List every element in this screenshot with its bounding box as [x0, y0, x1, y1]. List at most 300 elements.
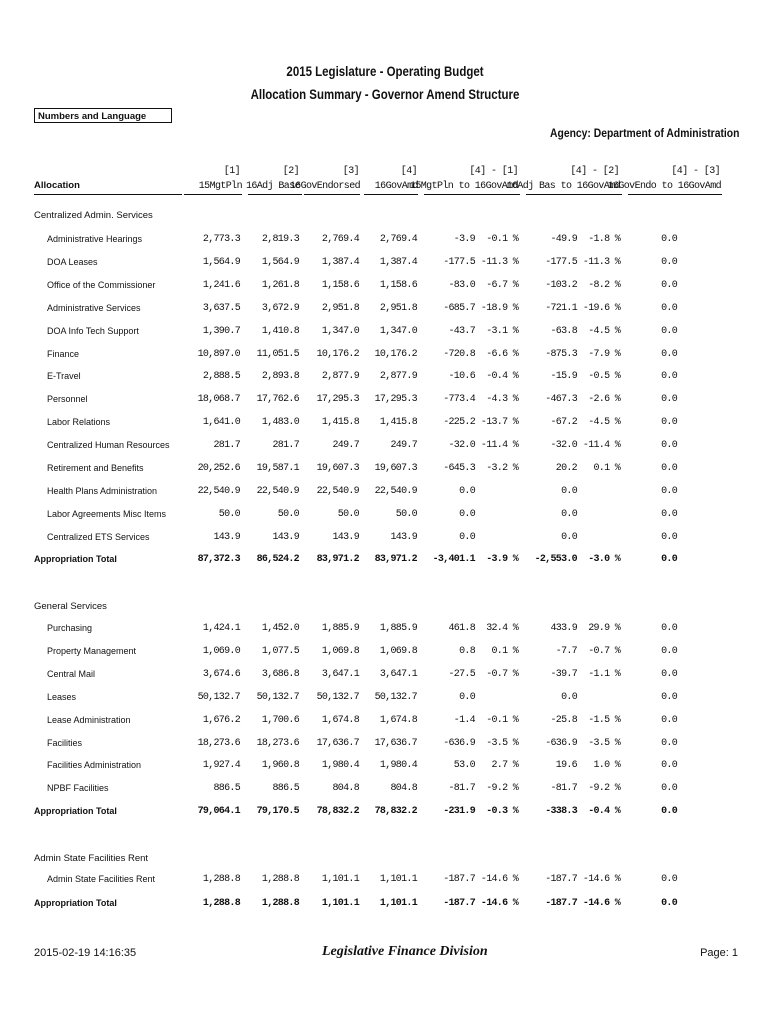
cell-d1: 53.0 [453, 760, 475, 771]
cell-p2: 29.9 % [588, 623, 620, 634]
cell-d1: -177.5 [443, 257, 475, 268]
cell-c3: 78,832.2 [316, 806, 359, 817]
cell-c2: 86,524.2 [256, 554, 299, 565]
cell-c3: 3,647.1 [321, 669, 359, 680]
cell-d2: -187.7 [545, 874, 577, 885]
cell-d2: -721.1 [545, 303, 577, 314]
cell-c4: 22,540.9 [374, 486, 417, 497]
allocation-name: Health Plans Administration [47, 486, 158, 496]
cell-c1: 50,132.7 [197, 692, 240, 703]
cell-c1: 143.9 [213, 532, 240, 543]
cell-c4: 50,132.7 [374, 692, 417, 703]
cell-p1: 2.7 % [491, 760, 518, 771]
cell-d2: -338.3 [545, 806, 577, 817]
header-underline [526, 194, 622, 195]
cell-c4: 2,951.8 [379, 303, 417, 314]
cell-d2: -49.9 [550, 234, 577, 245]
diff1-header: 15MgtPln to 16GovAmd [409, 181, 518, 192]
cell-c4: 17,295.3 [374, 394, 417, 405]
cell-d1: 0.8 [459, 646, 475, 657]
cell-p2: -3.5 % [588, 738, 620, 749]
cell-p2: -0.4 % [588, 806, 620, 817]
cell-p2: -7.9 % [588, 349, 620, 360]
cell-p2: -11.3 % [582, 257, 620, 268]
cell-d3: 0.0 [661, 417, 677, 428]
allocation-name: DOA Leases [47, 257, 98, 267]
cell-c1: 10,897.0 [197, 349, 240, 360]
cell-c4: 1,347.0 [379, 326, 417, 337]
cell-d3: 0.0 [661, 486, 677, 497]
cell-c4: 19,607.3 [374, 463, 417, 474]
cell-c3: 1,101.1 [321, 874, 359, 885]
cell-d1: -187.7 [443, 874, 475, 885]
cell-d1: 461.8 [448, 623, 475, 634]
cell-c1: 50.0 [218, 509, 240, 520]
cell-d1: -636.9 [443, 738, 475, 749]
cell-d2: -81.7 [550, 783, 577, 794]
cell-d1: -27.5 [448, 669, 475, 680]
cell-c2: 11,051.5 [256, 349, 299, 360]
cell-c4: 10,176.2 [374, 349, 417, 360]
cell-p1: -3.9 % [486, 554, 518, 565]
cell-d1: -225.2 [443, 417, 475, 428]
cell-d2: -15.9 [550, 371, 577, 382]
cell-d2: -25.8 [550, 715, 577, 726]
cell-c4: 83,971.2 [374, 554, 417, 565]
table-row [0, 715, 770, 729]
allocation-name: Finance [47, 349, 80, 359]
table-row [0, 371, 770, 385]
cell-c3: 10,176.2 [316, 349, 359, 360]
cell-c2: 143.9 [272, 532, 299, 543]
cell-d3: 0.0 [661, 669, 677, 680]
allocation-name: Labor Agreements Misc Items [47, 509, 167, 519]
cell-c1: 1,069.0 [202, 646, 240, 657]
header-underline [364, 194, 418, 195]
cell-d3: 0.0 [661, 554, 677, 565]
cell-c4: 1,387.4 [379, 257, 417, 268]
cell-c3: 1,885.9 [321, 623, 359, 634]
cell-d2: -875.3 [545, 349, 577, 360]
cell-c3: 1,387.4 [321, 257, 359, 268]
cell-c2: 1,960.8 [261, 760, 299, 771]
cell-c3: 17,295.3 [316, 394, 359, 405]
total-label: Appropriation Total [34, 554, 117, 564]
cell-p1: -0.4 % [486, 371, 518, 382]
cell-c4: 143.9 [390, 532, 417, 543]
allocation-name: Personnel [47, 394, 88, 404]
cell-c2: 22,540.9 [256, 486, 299, 497]
cell-c3: 2,769.4 [321, 234, 359, 245]
cell-p2: -14.6 % [582, 898, 620, 909]
cell-d3: 0.0 [661, 509, 677, 520]
col1-index: [1] [223, 166, 240, 177]
cell-p1: -0.7 % [486, 669, 518, 680]
allocation-name: Centralized ETS Services [47, 532, 150, 542]
cell-d1: 0.0 [459, 509, 475, 520]
cell-d3: 0.0 [661, 280, 677, 291]
table-row [0, 440, 770, 454]
cell-c4: 1,980.4 [379, 760, 417, 771]
cell-p1: -6.7 % [486, 280, 518, 291]
cell-c3: 1,980.4 [321, 760, 359, 771]
cell-d3: 0.0 [661, 874, 677, 885]
cell-p1: -11.4 % [480, 440, 518, 451]
cell-p2: -4.5 % [588, 417, 620, 428]
allocation-name: NPBF Facilities [47, 783, 109, 793]
col4-header: 16GovAmd [374, 181, 418, 192]
cell-c1: 18,068.7 [197, 394, 240, 405]
cell-d2: -187.7 [545, 898, 577, 909]
cell-d1: 0.0 [459, 532, 475, 543]
cell-d2: -67.2 [550, 417, 577, 428]
cell-d3: 0.0 [661, 394, 677, 405]
cell-p1: -11.3 % [480, 257, 518, 268]
table-row [0, 303, 770, 317]
cell-c2: 3,686.8 [261, 669, 299, 680]
cell-c1: 87,372.3 [197, 554, 240, 565]
cell-d1: -720.8 [443, 349, 475, 360]
allocation-name: Labor Relations [47, 417, 111, 427]
cell-d1: 0.0 [459, 692, 475, 703]
cell-p2: -9.2 % [588, 783, 620, 794]
cell-c1: 1,241.6 [202, 280, 240, 291]
cell-c3: 19,607.3 [316, 463, 359, 474]
cell-p1: -3.5 % [486, 738, 518, 749]
cell-p1: 0.1 % [491, 646, 518, 657]
cell-c2: 1,288.8 [261, 898, 299, 909]
cell-d2: 20.2 [555, 463, 577, 474]
cell-d1: -231.9 [443, 806, 475, 817]
cell-c4: 50.0 [395, 509, 417, 520]
cell-c1: 3,674.6 [202, 669, 240, 680]
cell-d2: 433.9 [550, 623, 577, 634]
cell-d2: 19.6 [555, 760, 577, 771]
cell-d2: 0.0 [561, 509, 577, 520]
cell-d3: 0.0 [661, 303, 677, 314]
cell-c2: 886.5 [272, 783, 299, 794]
cell-p1: -4.3 % [486, 394, 518, 405]
cell-c1: 79,064.1 [197, 806, 240, 817]
allocation-name: Centralized Human Resources [47, 440, 170, 450]
cell-c2: 1,288.8 [261, 874, 299, 885]
cell-p1: -6.6 % [486, 349, 518, 360]
cell-c2: 79,170.5 [256, 806, 299, 817]
cell-d3: 0.0 [661, 326, 677, 337]
cell-p2: 1.0 % [593, 760, 620, 771]
cell-c1: 2,773.3 [202, 234, 240, 245]
cell-c1: 18,273.6 [197, 738, 240, 749]
allocation-name: Lease Administration [47, 715, 131, 725]
table-row [0, 280, 770, 294]
cell-c2: 1,564.9 [261, 257, 299, 268]
table-row [0, 394, 770, 408]
cell-d2: -2,553.0 [534, 554, 577, 565]
cell-d3: 0.0 [661, 760, 677, 771]
cell-c4: 2,769.4 [379, 234, 417, 245]
cell-c2: 2,819.3 [261, 234, 299, 245]
allocation-name: E-Travel [47, 371, 81, 381]
cell-p2: -1.8 % [588, 234, 620, 245]
cell-d3: 0.0 [661, 371, 677, 382]
table-row [0, 417, 770, 431]
allocation-name: Central Mail [47, 669, 96, 679]
numbers-and-language-box: Numbers and Language [34, 108, 172, 123]
cell-c3: 17,636.7 [316, 738, 359, 749]
allocation-name: Purchasing [47, 623, 93, 633]
header-underline [248, 194, 302, 195]
table-row [0, 669, 770, 683]
col1-header: 15MgtPln [198, 181, 242, 192]
cell-p2: -1.1 % [588, 669, 620, 680]
cell-d3: 0.0 [661, 738, 677, 749]
cell-d3: 0.0 [661, 349, 677, 360]
cell-d1: -3.9 [453, 234, 475, 245]
cell-c4: 804.8 [390, 783, 417, 794]
cell-d3: 0.0 [661, 806, 677, 817]
cell-c3: 83,971.2 [316, 554, 359, 565]
section-title: General Services [34, 601, 107, 612]
appropriation-total-row [0, 554, 770, 568]
cell-d3: 0.0 [661, 257, 677, 268]
cell-c1: 22,540.9 [197, 486, 240, 497]
cell-c4: 78,832.2 [374, 806, 417, 817]
cell-c4: 2,877.9 [379, 371, 417, 382]
cell-d1: -1.4 [453, 715, 475, 726]
cell-c2: 50.0 [277, 509, 299, 520]
allocation-header: Allocation [34, 180, 80, 191]
cell-c2: 3,672.9 [261, 303, 299, 314]
cell-d3: 0.0 [661, 440, 677, 451]
report-subtitle: Allocation Summary - Governor Amend Structure [250, 86, 520, 102]
header-underline [424, 194, 520, 195]
cell-p2: -1.5 % [588, 715, 620, 726]
cell-c3: 1,415.8 [321, 417, 359, 428]
cell-c4: 1,158.6 [379, 280, 417, 291]
cell-p2: -8.2 % [588, 280, 620, 291]
cell-c2: 1,452.0 [261, 623, 299, 634]
cell-c1: 1,288.8 [202, 898, 240, 909]
cell-c1: 281.7 [213, 440, 240, 451]
cell-c3: 1,101.1 [321, 898, 359, 909]
diff2-header: 16Adj Bas to 16GovAmd [506, 181, 620, 192]
header-underline [184, 194, 242, 195]
cell-p1: -0.1 % [486, 234, 518, 245]
header-underline [34, 194, 182, 195]
agency-label: Agency: Department of Administration [549, 128, 739, 140]
cell-c4: 1,101.1 [379, 874, 417, 885]
allocation-name: Leases [47, 692, 77, 702]
cell-c1: 886.5 [213, 783, 240, 794]
cell-c2: 19,587.1 [256, 463, 299, 474]
col3-index: [3] [342, 166, 359, 177]
appropriation-total-row [0, 806, 770, 820]
division-signature: Legislative Finance Division [322, 944, 488, 959]
cell-p1: -0.1 % [486, 715, 518, 726]
report-title: 2015 Legislature - Operating Budget [286, 63, 484, 79]
cell-p1: -14.6 % [480, 898, 518, 909]
section-title: Centralized Admin. Services [34, 210, 153, 221]
col4-index: [4] [400, 166, 417, 177]
cell-c3: 2,877.9 [321, 371, 359, 382]
cell-d3: 0.0 [661, 463, 677, 474]
allocation-name: Administrative Services [47, 303, 141, 313]
cell-c4: 1,415.8 [379, 417, 417, 428]
cell-c2: 1,700.6 [261, 715, 299, 726]
cell-p2: -3.0 % [588, 554, 620, 565]
cell-c1: 1,564.9 [202, 257, 240, 268]
cell-d2: -63.8 [550, 326, 577, 337]
cell-c1: 1,390.7 [202, 326, 240, 337]
col2-index: [2] [282, 166, 299, 177]
cell-d1: -3,401.1 [432, 554, 475, 565]
cell-d1: -32.0 [448, 440, 475, 451]
cell-p2: -11.4 % [582, 440, 620, 451]
allocation-name: Facilities [47, 738, 83, 748]
cell-c3: 1,069.8 [321, 646, 359, 657]
allocation-name: Retirement and Benefits [47, 463, 144, 473]
cell-c4: 17,636.7 [374, 738, 417, 749]
cell-c3: 50.0 [337, 509, 359, 520]
table-row [0, 532, 770, 546]
cell-d1: -187.7 [443, 898, 475, 909]
cell-c2: 1,410.8 [261, 326, 299, 337]
cell-d1: -83.0 [448, 280, 475, 291]
cell-c4: 1,069.8 [379, 646, 417, 657]
table-row [0, 692, 770, 706]
cell-c2: 281.7 [272, 440, 299, 451]
cell-c4: 1,885.9 [379, 623, 417, 634]
table-row [0, 463, 770, 477]
allocation-name: Property Management [47, 646, 137, 656]
allocation-name: Administrative Hearings [47, 234, 143, 244]
table-row [0, 783, 770, 797]
cell-d3: 0.0 [661, 234, 677, 245]
cell-d2: 0.0 [561, 692, 577, 703]
cell-d2: -177.5 [545, 257, 577, 268]
cell-d3: 0.0 [661, 715, 677, 726]
header-underline [304, 194, 360, 195]
cell-c2: 1,483.0 [261, 417, 299, 428]
cell-c2: 17,762.6 [256, 394, 299, 405]
cell-p1: -9.2 % [486, 783, 518, 794]
cell-d2: -636.9 [545, 738, 577, 749]
cell-d2: -467.3 [545, 394, 577, 405]
cell-p2: 0.1 % [593, 463, 620, 474]
cell-c3: 249.7 [332, 440, 359, 451]
cell-c3: 50,132.7 [316, 692, 359, 703]
cell-d2: -103.2 [545, 280, 577, 291]
total-label: Appropriation Total [34, 898, 117, 908]
cell-d2: 0.0 [561, 486, 577, 497]
cell-c1: 3,637.5 [202, 303, 240, 314]
cell-p2: -4.5 % [588, 326, 620, 337]
cell-c2: 2,893.8 [261, 371, 299, 382]
cell-d1: -773.4 [443, 394, 475, 405]
cell-p1: -13.7 % [480, 417, 518, 428]
cell-c2: 1,077.5 [261, 646, 299, 657]
table-row [0, 326, 770, 340]
cell-d3: 0.0 [661, 898, 677, 909]
cell-d1: -81.7 [448, 783, 475, 794]
table-row [0, 874, 770, 888]
cell-c1: 2,888.5 [202, 371, 240, 382]
cell-d1: -43.7 [448, 326, 475, 337]
cell-c2: 18,273.6 [256, 738, 299, 749]
total-label: Appropriation Total [34, 806, 117, 816]
cell-d2: 0.0 [561, 532, 577, 543]
cell-d2: -32.0 [550, 440, 577, 451]
report-timestamp: 2015-02-19 14:16:35 [34, 947, 137, 959]
page-number: Page: 1 [700, 947, 738, 959]
diff1-index: [4] - [1] [469, 166, 518, 177]
header-underline [628, 194, 722, 195]
cell-d2: -7.7 [555, 646, 577, 657]
allocation-name: Facilities Administration [47, 760, 142, 770]
allocation-name: Office of the Commissioner [47, 280, 156, 290]
cell-c3: 1,158.6 [321, 280, 359, 291]
cell-c3: 804.8 [332, 783, 359, 794]
table-row [0, 234, 770, 248]
cell-d1: -10.6 [448, 371, 475, 382]
cell-d1: -645.3 [443, 463, 475, 474]
diff3-header: 16GovEndo to 16GovAmd [607, 181, 721, 192]
cell-p1: 32.4 % [486, 623, 518, 634]
table-row [0, 349, 770, 363]
cell-c1: 1,927.4 [202, 760, 240, 771]
cell-d1: 0.0 [459, 486, 475, 497]
cell-p2: -0.5 % [588, 371, 620, 382]
cell-c3: 143.9 [332, 532, 359, 543]
cell-c4: 1,101.1 [379, 898, 417, 909]
diff3-index: [4] - [3] [671, 166, 720, 177]
cell-c3: 2,951.8 [321, 303, 359, 314]
cell-c4: 3,647.1 [379, 669, 417, 680]
cell-c4: 249.7 [390, 440, 417, 451]
cell-c2: 1,261.8 [261, 280, 299, 291]
table-row [0, 257, 770, 271]
appropriation-total-row [0, 898, 770, 912]
table-row [0, 646, 770, 660]
cell-d3: 0.0 [661, 783, 677, 794]
cell-d1: -685.7 [443, 303, 475, 314]
table-row [0, 509, 770, 523]
cell-c1: 1,641.0 [202, 417, 240, 428]
cell-d3: 0.0 [661, 623, 677, 634]
cell-c3: 22,540.9 [316, 486, 359, 497]
table-row [0, 623, 770, 637]
cell-p1: -3.1 % [486, 326, 518, 337]
cell-c1: 20,252.6 [197, 463, 240, 474]
cell-c1: 1,288.8 [202, 874, 240, 885]
cell-p2: -2.6 % [588, 394, 620, 405]
cell-c1: 1,676.2 [202, 715, 240, 726]
cell-p2: -14.6 % [582, 874, 620, 885]
table-row [0, 760, 770, 774]
cell-d3: 0.0 [661, 646, 677, 657]
section-title: Admin State Facilities Rent [34, 853, 149, 864]
table-row [0, 486, 770, 500]
col3-header: 16GovEndorsed [289, 181, 360, 192]
cell-d3: 0.0 [661, 532, 677, 543]
cell-c1: 1,424.1 [202, 623, 240, 634]
diff2-index: [4] - [2] [570, 166, 619, 177]
cell-c3: 1,674.8 [321, 715, 359, 726]
cell-p1: -3.2 % [486, 463, 518, 474]
cell-p2: -0.7 % [588, 646, 620, 657]
allocation-name: Admin State Facilities Rent [47, 874, 156, 884]
cell-c3: 1,347.0 [321, 326, 359, 337]
